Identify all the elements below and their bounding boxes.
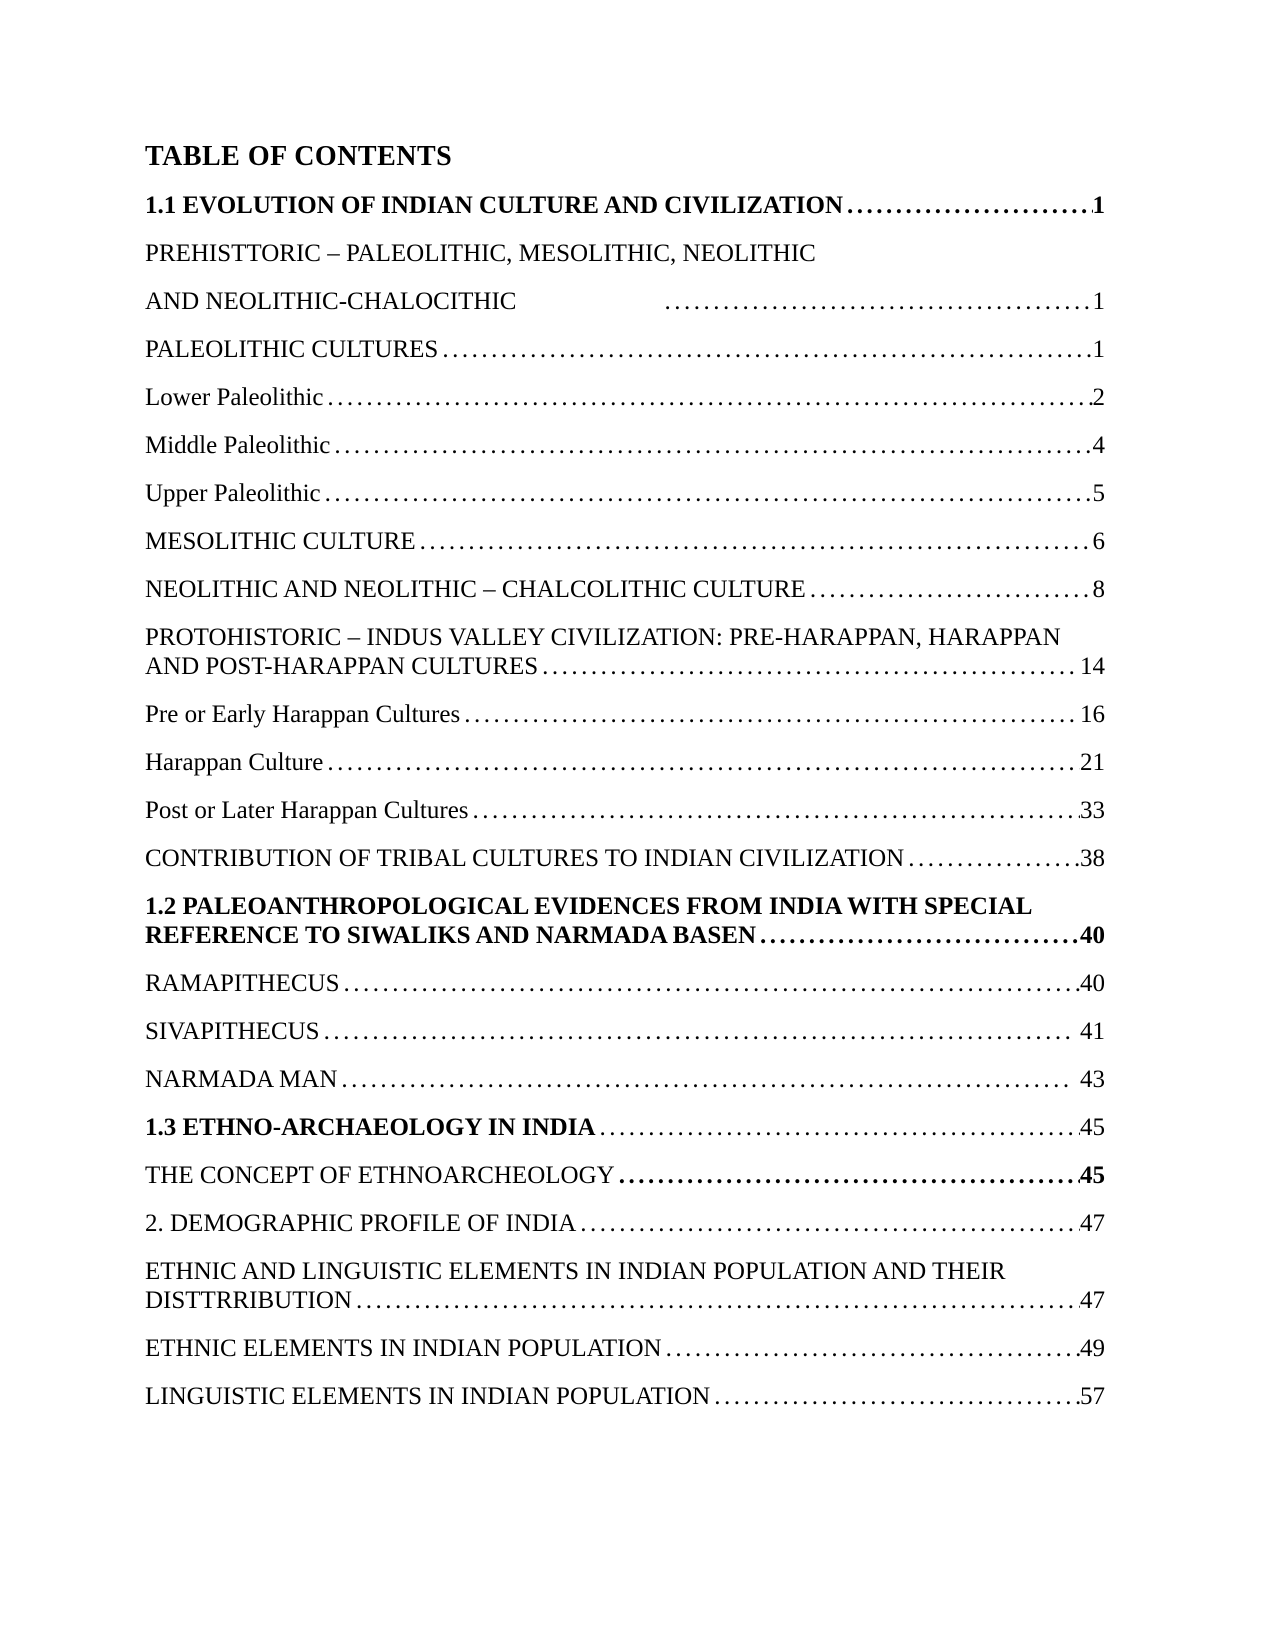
toc-entry bbox=[145, 969, 1105, 998]
toc-entry-page: 38 bbox=[1080, 845, 1105, 872]
toc-entry-label: DISTTRRIBUTION bbox=[145, 1287, 352, 1314]
toc-entry-page: 1 bbox=[1092, 336, 1105, 363]
toc-entry-label: MESOLITHIC CULTURE bbox=[145, 528, 416, 555]
dot-leader bbox=[343, 969, 1080, 998]
toc-entry bbox=[145, 1161, 1105, 1190]
toc-entry bbox=[145, 623, 1105, 681]
toc-entry-page: 1 bbox=[1092, 192, 1105, 219]
toc-entry-row bbox=[145, 921, 1105, 950]
table-of-contents bbox=[145, 191, 1105, 1411]
toc-entry bbox=[145, 239, 1105, 268]
dot-leader bbox=[327, 748, 1080, 777]
toc-entry-page: 21 bbox=[1080, 749, 1105, 776]
toc-entry bbox=[145, 575, 1105, 604]
page-title: TABLE OF CONTENTS bbox=[145, 141, 453, 172]
toc-entry-page: 5 bbox=[1092, 480, 1105, 507]
toc-entry-wrapped-line: 1.2 PALEOANTHROPOLOGICAL EVIDENCES FROM INDIA WITH SPECIAL bbox=[145, 893, 1033, 920]
toc-entry-page: 16 bbox=[1080, 701, 1105, 728]
dot-leader bbox=[341, 1065, 1071, 1094]
toc-entry-row bbox=[145, 1334, 1105, 1363]
dot-leader bbox=[760, 921, 1080, 950]
toc-entry bbox=[145, 1334, 1105, 1363]
toc-entry-row bbox=[145, 479, 1105, 508]
toc-entry bbox=[145, 892, 1105, 950]
toc-entry-page: 45 bbox=[1080, 1114, 1105, 1141]
toc-entry bbox=[145, 1065, 1105, 1094]
toc-entry-page: 6 bbox=[1092, 528, 1105, 555]
toc-entry bbox=[145, 844, 1105, 873]
dot-leader bbox=[666, 1334, 1080, 1363]
toc-entry-label: 1.3 ETHNO-ARCHAEOLOGY IN INDIA bbox=[145, 1114, 596, 1141]
toc-entry-row bbox=[145, 1286, 1105, 1315]
toc-entry-label: Pre or Early Harappan Cultures bbox=[145, 701, 461, 728]
toc-entry-row bbox=[145, 748, 1105, 777]
dot-leader bbox=[356, 1286, 1080, 1315]
toc-entry-row bbox=[145, 1113, 1105, 1142]
toc-entry-row bbox=[145, 796, 1105, 825]
toc-entry-row bbox=[145, 969, 1105, 998]
toc-entry-row bbox=[145, 431, 1105, 460]
toc-entry-row bbox=[145, 191, 1105, 220]
toc-entry-row bbox=[145, 575, 1105, 604]
toc-entry-page: 40 bbox=[1080, 922, 1105, 949]
toc-entry-label: Middle Paleolithic bbox=[145, 432, 331, 459]
toc-entry-page: 57 bbox=[1080, 1383, 1105, 1410]
toc-entry bbox=[145, 1382, 1105, 1411]
toc-entry-label: PREHISTTORIC – PALEOLITHIC, MESOLITHIC, NEOLITHIC bbox=[145, 240, 816, 267]
toc-entry-row bbox=[145, 844, 1105, 873]
toc-entry bbox=[145, 796, 1105, 825]
toc-entry-label: CONTRIBUTION OF TRIBAL CULTURES TO INDIAN CIVILIZATION bbox=[145, 845, 905, 872]
dot-leader bbox=[908, 844, 1080, 873]
toc-entry-row bbox=[145, 1161, 1105, 1190]
toc-entry-page: 45 bbox=[1080, 1162, 1105, 1189]
toc-entry-row bbox=[145, 1017, 1105, 1046]
toc-entry-wrapped-line: ETHNIC AND LINGUISTIC ELEMENTS IN INDIAN POPULATION AND THEIR bbox=[145, 1258, 1006, 1285]
toc-entry-row bbox=[145, 652, 1105, 681]
toc-entry bbox=[145, 527, 1105, 556]
toc-entry-label: 2. DEMOGRAPHIC PROFILE OF INDIA bbox=[145, 1210, 577, 1237]
toc-entry-page: 43 bbox=[1080, 1066, 1105, 1093]
toc-entry-row bbox=[145, 700, 1105, 729]
toc-entry bbox=[145, 383, 1105, 412]
toc-entry-row bbox=[145, 383, 1105, 412]
toc-entry-label: Post or Later Harappan Cultures bbox=[145, 797, 469, 824]
dot-leader bbox=[324, 1017, 1071, 1046]
toc-entry-label: PALEOLITHIC CULTURES bbox=[145, 336, 439, 363]
toc-entry-row bbox=[145, 527, 1105, 556]
toc-entry-label: ETHNIC ELEMENTS IN INDIAN POPULATION bbox=[145, 1335, 662, 1362]
dot-leader bbox=[420, 527, 1093, 556]
dot-leader bbox=[473, 796, 1080, 825]
toc-entry-page: 4 bbox=[1092, 432, 1105, 459]
toc-entry bbox=[145, 1209, 1105, 1238]
toc-entry-label: THE CONCEPT OF ETHNOARCHEOLOGY bbox=[145, 1162, 615, 1189]
toc-entry-page: 47 bbox=[1080, 1287, 1105, 1314]
dot-leader bbox=[442, 335, 1092, 364]
dot-leader bbox=[847, 191, 1093, 220]
dot-leader bbox=[600, 1113, 1080, 1142]
toc-entry-row bbox=[145, 1065, 1105, 1094]
toc-entry-label: RAMAPITHECUS bbox=[145, 970, 340, 997]
toc-entry-page: 41 bbox=[1080, 1018, 1105, 1045]
toc-entry-label: AND NEOLITHIC-CHALOCITHIC bbox=[145, 288, 517, 315]
toc-entry-label: Upper Paleolithic bbox=[145, 480, 321, 507]
toc-entry-page: 49 bbox=[1080, 1335, 1105, 1362]
dot-leader bbox=[619, 1161, 1080, 1190]
toc-entry-row bbox=[145, 1382, 1105, 1411]
toc-entry-label: SIVAPITHECUS bbox=[145, 1018, 320, 1045]
dot-leader bbox=[664, 287, 1092, 316]
toc-entry bbox=[145, 479, 1105, 508]
toc-entry bbox=[145, 748, 1105, 777]
toc-entry-row bbox=[145, 287, 1105, 316]
toc-entry-label: AND POST-HARAPPAN CULTURES bbox=[145, 653, 539, 680]
dot-leader bbox=[464, 700, 1080, 729]
toc-entry-page: 40 bbox=[1080, 970, 1105, 997]
toc-entry-row bbox=[145, 1209, 1105, 1238]
toc-entry-page: 47 bbox=[1080, 1210, 1105, 1237]
toc-entry-wrapped-line: PROTOHISTORIC – INDUS VALLEY CIVILIZATION: PRE-HARAPPAN, HARAPPAN bbox=[145, 624, 1061, 651]
dot-leader bbox=[580, 1209, 1080, 1238]
toc-entry bbox=[145, 191, 1105, 220]
toc-entry bbox=[145, 287, 1105, 316]
toc-entry-row bbox=[145, 239, 1105, 268]
toc-entry bbox=[145, 1017, 1105, 1046]
toc-entry bbox=[145, 1257, 1105, 1315]
toc-entry-label: 1.1 EVOLUTION OF INDIAN CULTURE AND CIVILIZATION bbox=[145, 192, 843, 219]
toc-entry-page: 8 bbox=[1092, 576, 1105, 603]
toc-entry bbox=[145, 431, 1105, 460]
dot-leader bbox=[327, 383, 1092, 412]
toc-entry-page: 14 bbox=[1080, 653, 1105, 680]
dot-leader bbox=[334, 431, 1092, 460]
toc-entry-label: Lower Paleolithic bbox=[145, 384, 324, 411]
toc-entry-label: NARMADA MAN bbox=[145, 1066, 338, 1093]
toc-entry-label: Harappan Culture bbox=[145, 749, 324, 776]
toc-entry-page: 2 bbox=[1092, 384, 1105, 411]
toc-entry bbox=[145, 335, 1105, 364]
toc-entry-page: 33 bbox=[1080, 797, 1105, 824]
dot-leader bbox=[810, 575, 1093, 604]
toc-entry bbox=[145, 700, 1105, 729]
toc-entry-label: NEOLITHIC AND NEOLITHIC – CHALCOLITHIC CULTURE bbox=[145, 576, 806, 603]
toc-entry bbox=[145, 1113, 1105, 1142]
dot-leader bbox=[325, 479, 1093, 508]
toc-entry-label: LINGUISTIC ELEMENTS IN INDIAN POPULATION bbox=[145, 1383, 711, 1410]
toc-entry-page: 1 bbox=[1092, 288, 1105, 315]
dot-leader bbox=[542, 652, 1080, 681]
toc-entry-label: REFERENCE TO SIWALIKS AND NARMADA BASEN bbox=[145, 922, 757, 949]
toc-entry-row bbox=[145, 335, 1105, 364]
dot-leader bbox=[714, 1382, 1080, 1411]
